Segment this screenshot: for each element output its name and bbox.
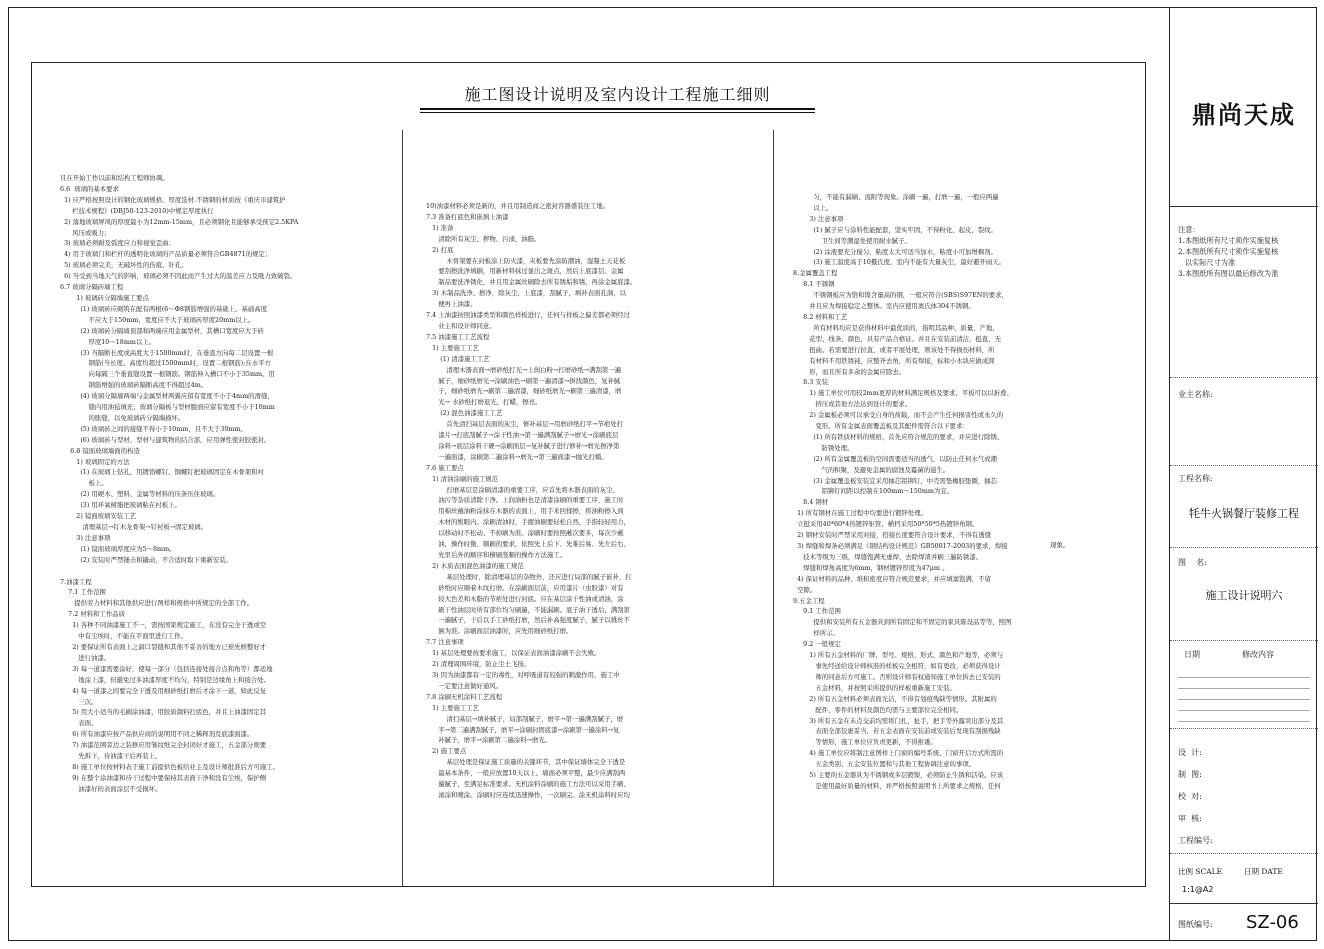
firm-name: 鼎尚天成	[1192, 101, 1296, 129]
drawing-number-label: 图纸编号:	[1178, 920, 1213, 929]
spec-column-3: 匀，不能有漏刷、流附等现象。涂刷一遍，打磨一遍，一般应两遍 以上。 3) 注意事项 (1) 腻子应与涂料性能配套，坚实牢固，不得粉化、起皮、裂纹。 卫生间等潮湿处使用耐水腻子。 (2) 涂液要充分搅匀，粘度太大可适当加水，粘度小可加增稠剂。 (3) 施工温度高于10摄氏度，室内不能有大量灰尘，最好避开雨天。 8.金属覆盖工程 8.1 不锈钢 不锈钢板应为铬和镍含量高的钢，一般应符合(SBS)S97EN的要求， 并且应为焊接稳定之整体。室内应使用奥氏体304不锈钢。 8.2 材料和工艺 所有材料均应是获得材料中最优质的，指明其品种、质量、产地、 花型、线条、颜色，具有产品合格证。并且在安装前清洁，挺直，无 扭曲。若需要进行拉直，或者平展处理，则该处不得损伤材料，所 有材料不用铁锈钝，应整齐去角，所有焊接，标和小木块应做成圆 形，而且所有多余的金属应除去。 8.3 安装 1) 施工单位可用较2mm更厚的材料满足规格及要求，平板可以以折叠、 挤压或其他方法达到设计的要求。 2) 金属板必须可以承受自身的荷载，而不会产生任何损害性或永久的 变形。所有金属表面覆盖板及其配件需符合以下要求： (1) 所有铁质材料的规格，首先应符合规范的要求，并应进行除锈、 防锈处理。 (2) 所有金属覆盖板的空间需要适当的透气，以防止任何水气或潮 气的积聚，及避免金属的腐蚀及霉菌的滋生。 (3) 金属覆盖板安装宜采用抽芯铝铆钉，中壳需垫橡胶垫圈，抽芯 铝铆钉间距以控制在100mm～150mm为宜。 8.4 钢材 1) 所有钢材在施工过程中均要进行镀锌处理。 立挺采用40*60*4热镀锌矩管，横档采用50*50*5热镀锌角钢。 2) 钢材安装时严禁采用对接，搭接长度要符合设计要求，不得有透缝 3) 焊缝和焊条必须满足《钢结构设计规范》GB50017-2003的要求，焊接 技术等级为三级，焊缝饱满无虚焊，去除焊渣并刷三遍防锈漆。 焊缝和焊角高度为6mm，钢材镀锌厚度为47μm 。 4) 保证材料的品种、堆积密度应符合规范要求，并应填塞饱满，不留 空隙。 9.五金工程 9.1 工作范围 提供和安装所有五金器具到所有固定和不固定的家具陈设品等等，照图 样所示。 9.2 一般规定 1) 所有五金材料的厂牌，型号、规格、形式、颜色和产地等，必须与 事先经送给设计师核准的样板完全相符，如有更改，必须获得设计 师的同意后方可施工。否则设计师有权通知施工单位拆去已安装的 五金材料，并按照采所提供的样板重新施工安装。 2) 所有五金材料必须表面光洁，不得有划痕残缺等情形。其附属的 配件，零件的材料及颜色均需与主要部位完全相同。 3) 所有五金在未点交前均需将门扎，扯手，把手等外露突出部分及其 表面全部包裹妥当，若五金表面在安装前或安装后发现有刮损残缺 等情形，施工单位应负责更新，不得推诿。 4) 施工单位应将制注意图样上门窗的编号系统，门窗开启方式所需的 五金类别、五金安装位置和与其他工程协调注意的事项。 5) 主要的五金器具为不锈钢或多层镀镍，必须防止生锈和活染。应该 是使用最好质量的材料，并严格按照说明书上所要求之规格，任何	[793, 193, 1013, 790]
divider	[1170, 640, 1318, 641]
review-label: 审 核:	[1178, 814, 1202, 823]
note-line: 1.本图纸所有尺寸须作实施复核	[1178, 236, 1279, 245]
divider	[1170, 903, 1318, 904]
revision-table	[1178, 667, 1310, 722]
owner-label: 业主名称:	[1178, 390, 1213, 399]
note-line: 2.本图纸所有尺寸须作实施复核	[1178, 247, 1279, 256]
title-block	[1169, 7, 1317, 941]
revision-date-label: 日期	[1184, 650, 1200, 659]
spec-column-2: 10)油漆材料必须是新的，并且用制造商之密封容器盛装往工地。 7.3 准备打底色和嵌填上油漆 1) 准备 清除所有灰尘、秽物、污渍、油脂。 2) 打底 木骨架要在封板涂上防火漆，夹板要先涂防潮油，湿凝土天花板 要刮擦洗净填刷，用新材料抹过显出之斑点，然后上底漆层、金属 制品要洗净锈化，并且用金属丝刷除去所有锈垢和锈，再涂金属底漆。 3) 木制品洗净、擦净，除灰尘，上底漆，刮腻子，填补表面孔洞，以 便再上油漆。 7.4 上油漆按照油漆类型和颜色样板进行，任何与样板之偏差都必须经过 业主和设计师同意。 7.5 油漆施工工艺流程 1) 主要施工工艺 (1) 清漆施工工艺 清理木器表面→磨砂纸打光→上润白粉→打磨砂纸→满刮第一遍 腻子，细砂纸磨光→涂刷油色→刷第一遍清漆→拼找颜色，复补腻 子，细砂纸磨光→刷第二遍清漆，细砂纸磨光→刷第三遍清漆，磨 光→ 水砂纸打磨退光，打蜡，擦亮。 (2) 混色油漆施工工艺 首先清扫基层表面的灰尘，修补基层→用磨砂纸打平→节疤处打 漆片→打底刮腻子→涂干性油→第一遍满刮腻子→磨光→涂刷底层 涂料→底层涂料干硬→涂刷面层→复补腻子进行修补→磨光擦净第 一遍面漆，涂刷第二遍涂料→磨光→第三遍面漆→抛光打蜡。 7.6 施工要点 1) 清油涂刷的施工规范 打磨基层是涂刷清漆的重要工序，应首先将木器表面的灰尘、 油污等杂质清除干净。上润油粉也是清漆涂刷的重要工序，施工时 用棉丝蘸油粉涂抹在木器的表面上，用手来回揉擦，将油粉擦入到 木材的鬃眼内。涂刷清油时，手握油刷要轻松自然，手指轻轻用力， 以移动时不松动、不掉刷为准。涂刷时要按照蘸次要多，每次少蘸 油，操作时勤、顺刷的要求，依照先上后下、先难后易、先左后右、 先里后外的顺序和横刷竖顺的操作方法施工。 2) 木质表面混色油漆的施工规范 基层处理时，除清理基层的杂物外，还应进行局部的腻子嵌补，打 砂纸时应顺着木纹打磨。在涂刷面层前，应用漆片（虫胶漆）对有 较大色差和木脂的节疤处进行封底。应在基层涂干性油或清油，涂 刷干性油层时所有部位均匀刷遍，不能漏刷。底子油干透后，满刮第 一遍腻子，干后以手工砂纸打磨，然后补高强度腻子，腻子以挑丝不 倒为准。涂刷面层油漆时，应先用细砂纸打磨。 7.7 注意事项 1) 基层处理要按要求施工，以保证表面油漆涂刷不会失败。 2) 清理周围环境，防止尘土飞扬。 3) 因为油漆都有一定的毒性，对呼吸道有较强的刺激作用，施工中 一定要注意做好通风。 7.8 涂刷无机涂料工艺流程 1) 主要施工工艺 清扫基层→填补腻子，局部刮腻子，磨平→第一遍满刮腻子，磨 平→第二遍满刮腻子，磨平→涂刷封固底漆→涂刷第一遍涂料→复 补腻子，磨平→涂刷第二遍涂料→磨光。 2) 施工要点 基层处理是保证施工质量的关键环节，其中保证墙体完全干透是 最基本条件，一般应放置10天以上。墙面必须平整，最少应满刮两 遍腻子，至满足标准要求。无机涂料涂刷的施工方法可以采用手刷、 滚涂和喷涂。涂刷时应连续迅速操作，一次刷完。涂无机涂料时应均	[426, 202, 637, 799]
column-divider-2	[773, 130, 774, 887]
divider	[1170, 377, 1318, 378]
drawing-name: 施工设计说明六	[1205, 589, 1283, 602]
project-name: 牦牛火锅餐厅装修工程	[1189, 507, 1299, 520]
divider	[1170, 853, 1318, 854]
revision-content-label: 修改内容	[1242, 650, 1274, 659]
column-divider-1	[402, 130, 403, 887]
spec-column-1: 且在开始工作以前和结构工程师协调。 6.6 玻璃的基本要求 1) 应严格按照设计的钢化玻璃规格、厚度选材.不锈钢的材质按《重庆市建筑护 栏技术规程》(DBJ50-123-2010)中规定厚度执行 2) 落地玻璃屏风的厚度最小为12mm-15mm，且必须钢化且能够承受预定2.5KPA 风压或吸力； 3) 玻璃必须耐及弧度应力和视觉歪曲； 4) 用于玻璃门和栏杆的透明化玻璃的产品质量必须符合GB4871的规定； 5) 玻璃必须完美，无破坏性的伤痕、针孔； 6) 当受到当地天气的影响，玻璃必须不因此而产生过大的温差应力及吸力致破裂。 6.7 玻璃分隔砖墙工程 1) 玻璃砖分隔墙施工要点 (1) 玻璃砖应砌筑在配有两根(6～Φ8钢筋增强的基础上。基础高度 不应大于150mm，宽度应不大于玻璃砖厚度20mm以上。 (2) 玻璃砖分隔墙顶部和两端应用金属型材，其槽口宽度应大于砖 厚度10～18mm以上。 (3) 当隔断长度或高度大于1500mm时，在垂直方向每二层设置一根 钢筋(当长度、高度均超过1500mm时，设置二根钢筋);在水平方 向每隔三个垂直缝设置一根钢筋。钢筋伸入槽口不小于35mm。用 钢筋增强的玻璃砖隔断高度不得超过4m。 (4) 玻璃分隔墙两端与金属型材两翼应留有宽度不小于4mm的滑缝， 缝内用油毡填充；玻璃分隔板与型材腹面应留有宽度不小于10mm 的胀缝，以免玻璃砖分隔墙损坏。 (5) 玻璃砖之间的接缝不得小于10mm，且不大于30mm。 (6) 玻璃砖与型材、型材与建筑物的结合部，应用弹性密封胶密封。 6.8 镜面玻璃墙面的构造 1) 玻璃固定的方法 (1) 在玻璃上钻孔，用镀铬螺钉、铜螺钉把玻璃固定在木骨架和衬 板上。 (2) 用硬木、塑料、金属等材料的压条压住玻璃。 (3) 用环氧树脂把玻璃粘在衬板上。 2) 镜面玻璃安装工艺 清理基层→钉木龙骨架→钉衬板→固定玻璃。 3) 注意事项 (1) 镜面玻璃厚度应为5～8mm。 (2) 安装时严禁锤击和撬动，不合适时取下重新安装。 7.油漆工程 7.1 工作范围 提供劳力材料和其他供应进行图样和规格中所规定的全部工作。 7.2 材料和工作品质 1) 各种不同油漆施工不一，需按国家规定施工，在没有完全干透或空 中有尘埃时，不能在平面里进行工作。 2) 要保证所有表面上之洞口裂缝和其他不妥善的地方已预先修整好才 进行油漆。 3) 每一道漆需要涂好，使每一部分（包括连接处接合点和角等）都适地 地涂上漆，但避免过多油漆厚度不均匀，特别是边缘角上和接合处。 4) 每一道漆之间要完全干透及用细砂纸打磨后才涂下一道，如此反复 三次。 5) 用大小适当的毛刷涂油漆，用胶质颜料打底色，并且上油漆固定其 表面。 6) 所有油漆应按产品供应商的说明用不同之稀释剂及底漆面漆。 7) 油漆范围旁边之装修应用皱纹纸完全封闭好才施工，五金部分则要 先拆下，待油漆干后再装上。 8) 施工单位按材料表于施工前提供色板给业主及设计师批准后方可施工。 9) 在整个涂油漆和待干过程中要保持其表面干净和没有尘埃，保护侧 油漆好的表面涂层不受损坏。	[60, 174, 299, 793]
divider	[1170, 728, 1318, 729]
scale-label: 比例 SCALE	[1178, 867, 1223, 876]
notes-block	[1178, 224, 1278, 279]
page-title: 施工图设计说明及室内设计工程施工细则	[464, 85, 771, 104]
design-label: 设 计:	[1178, 748, 1202, 757]
divider	[1170, 206, 1318, 207]
divider	[1170, 465, 1318, 466]
notes-label: 注意：	[1178, 225, 1200, 234]
project-number-label: 工程编号:	[1178, 836, 1213, 845]
note-line: 以实际尺寸为准	[1178, 258, 1236, 267]
drawing-label: 图 名:	[1178, 558, 1207, 567]
project-label: 工程名称:	[1178, 474, 1213, 483]
title-underline	[420, 108, 815, 113]
draw-label: 制 图:	[1178, 770, 1202, 779]
date-label: 日期 DATE	[1244, 867, 1283, 876]
drawing-number: SZ-06	[1246, 912, 1299, 933]
note-line: 3.本图纸所有图以最后修改为准	[1178, 269, 1279, 278]
divider	[1170, 547, 1318, 548]
side-note: 现象。	[1050, 541, 1070, 549]
scale-value: 1:1@A2	[1182, 885, 1214, 894]
check-label: 校 对:	[1178, 792, 1202, 801]
